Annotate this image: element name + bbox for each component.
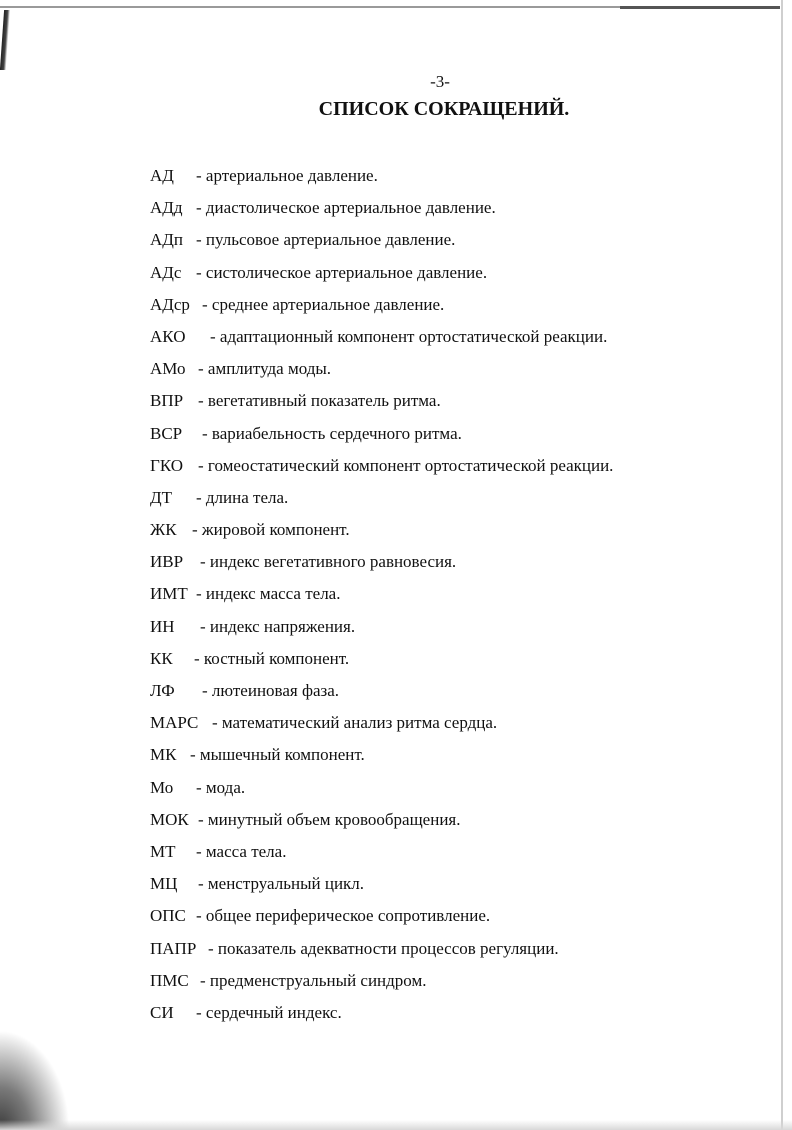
definition: - артериальное давление. xyxy=(196,166,378,185)
scan-shadow-corner xyxy=(0,1030,70,1130)
scan-edge-bottom xyxy=(0,1120,792,1130)
abbreviation: АДд xyxy=(150,198,183,218)
list-item xyxy=(150,675,750,707)
abbreviation: АДср xyxy=(150,294,190,314)
list-item xyxy=(150,933,750,965)
abbreviation: МК xyxy=(150,745,177,765)
list-item xyxy=(150,739,750,771)
abbreviation: ИВР xyxy=(150,552,184,572)
definition: - индекс напряжения. xyxy=(200,616,356,636)
list-item xyxy=(150,192,750,224)
abbreviation: Мо xyxy=(150,777,174,797)
scan-edge-right xyxy=(781,0,783,1130)
definition: - индекс вегетативного равновесия. xyxy=(200,552,457,572)
definition: - масса тела. xyxy=(196,841,287,861)
abbreviation: МЦ xyxy=(150,874,178,894)
abbreviation: МОК xyxy=(150,809,189,829)
definition: - пульсовое артериальное давление. xyxy=(196,230,456,250)
abbreviation: МТ xyxy=(150,841,176,861)
list-item xyxy=(150,868,750,900)
list-item xyxy=(150,836,750,868)
definition: - адаптационный компонент ортостатической реакции. xyxy=(210,326,608,346)
list-item xyxy=(150,546,750,578)
abbreviation: АД xyxy=(150,166,174,185)
definition: - математический анализ ритма сердца. xyxy=(212,713,498,733)
abbreviation: АКО xyxy=(150,326,186,346)
abbreviation: ВСР xyxy=(150,423,183,443)
definition: - индекс масса тела. xyxy=(196,584,341,604)
page-title: СПИСОК СОКРАЩЕНИЙ. xyxy=(318,98,570,120)
list-item xyxy=(150,450,750,482)
definition: - минутный объем кровообращения. xyxy=(198,809,461,829)
list-item xyxy=(150,997,750,1029)
abbreviation: ЛФ xyxy=(150,681,175,700)
list-item xyxy=(150,289,750,321)
definition: - гомеостатический компонент ортостатической реакции. xyxy=(198,455,614,475)
page-number: -3- xyxy=(430,72,450,91)
definition: - жировой компонент. xyxy=(192,520,350,540)
abbreviation: ПАПР xyxy=(150,938,197,958)
definition: - среднее артериальное давление. xyxy=(202,294,445,314)
list-item xyxy=(150,257,750,289)
list-item xyxy=(150,418,750,450)
definition: - вегетативный показатель ритма. xyxy=(198,391,441,411)
definition: - диастолическое артериальное давление. xyxy=(196,198,496,218)
scan-mark-left xyxy=(0,10,10,70)
definition: - общее периферическое сопротивление. xyxy=(196,906,491,926)
abbreviation: ВПР xyxy=(150,391,184,411)
definition: - вариабельность сердечного ритма. xyxy=(202,423,462,443)
list-item xyxy=(150,353,750,385)
definition: - костный компонент. xyxy=(194,648,350,668)
definition: - длина тела. xyxy=(196,487,289,507)
list-item xyxy=(150,224,750,256)
definition: - лютеиновая фаза. xyxy=(202,681,340,700)
list-item xyxy=(150,482,750,514)
abbreviation: ГКО xyxy=(150,455,184,475)
list-item xyxy=(150,707,750,739)
definition: - сердечный индекс. xyxy=(196,1002,342,1022)
abbreviation: ИМТ xyxy=(150,584,188,604)
abbreviation: ЖК xyxy=(150,520,177,540)
list-item xyxy=(150,804,750,836)
list-item xyxy=(150,160,750,192)
list-item xyxy=(150,514,750,546)
abbreviation: ПМС xyxy=(150,970,189,990)
list-item xyxy=(150,321,750,353)
abbreviation: АДс xyxy=(150,262,182,282)
definition: - амплитуда моды. xyxy=(198,359,332,379)
abbreviation: МАРС xyxy=(150,713,199,733)
list-item xyxy=(150,965,750,997)
list-item xyxy=(150,772,750,804)
list-item xyxy=(150,578,750,610)
abbreviation: ДТ xyxy=(150,487,172,507)
list-item xyxy=(150,385,750,417)
definition: - мышечный компонент. xyxy=(190,745,365,765)
list-item xyxy=(150,643,750,675)
definition: - менструальный цикл. xyxy=(198,874,365,894)
abbreviation: КК xyxy=(150,648,173,668)
scan-edge-top-dark xyxy=(620,6,780,9)
abbreviation: ИН xyxy=(150,616,175,636)
definition: - предменструальный синдром. xyxy=(200,970,427,990)
abbreviation-list xyxy=(150,160,750,1029)
definition: - показатель адекватности процессов регуляции. xyxy=(208,938,559,958)
abbreviation: СИ xyxy=(150,1002,174,1022)
list-item xyxy=(150,900,750,932)
definition: - мода. xyxy=(196,777,246,797)
definition: - систолическое артериальное давление. xyxy=(196,262,488,282)
abbreviation: АДп xyxy=(150,230,183,250)
abbreviation: ОПС xyxy=(150,906,186,926)
list-item xyxy=(150,611,750,643)
abbreviation: АМо xyxy=(150,359,186,379)
